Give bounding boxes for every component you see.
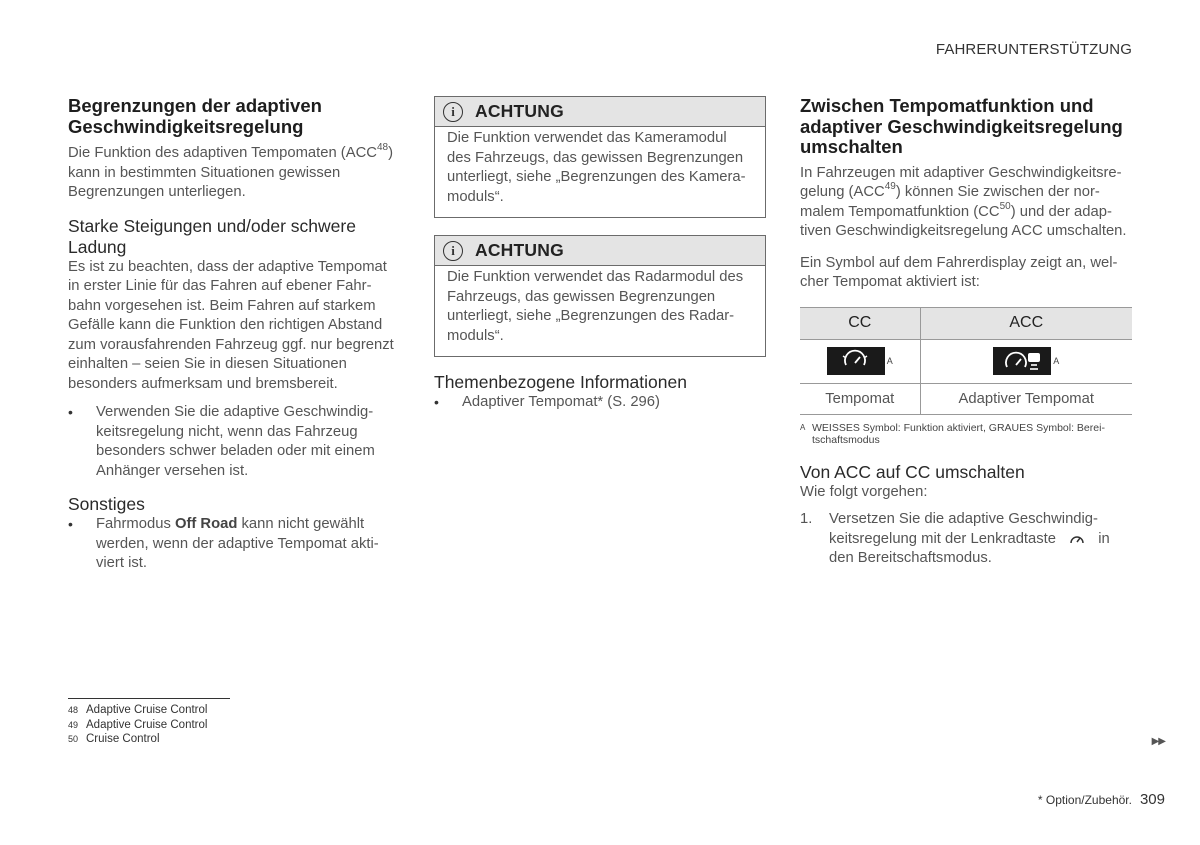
page-footer <box>1038 791 1165 808</box>
warning-header <box>435 97 765 127</box>
footnotes <box>68 703 207 747</box>
cc-symbol-cell <box>800 339 920 383</box>
intro-paragraph: Die Funktion des adaptiven Tempomaten (ACC$^{48}$) kann in bestimmten Situationen gewissen Begrenzungen unterliegen. <box>68 142 394 200</box>
table-header-cc: CC <box>800 307 920 339</box>
related-link[interactable]: • Adaptiver Tempomat* (S. 296) <box>434 393 766 413</box>
warning-title: ACHTUNG <box>475 101 564 121</box>
adaptive-cruise-control-icon <box>993 347 1051 375</box>
footnote-item: 48 Adaptive Cruise Control <box>68 704 208 716</box>
footnote-ref-48[interactable]: 48 <box>376 142 389 154</box>
column-right <box>800 96 1132 569</box>
subheading-related: Themenbezogene Informationen <box>434 372 687 392</box>
footnote-item: 50 Cruise Control <box>68 733 160 745</box>
column-left <box>68 96 398 574</box>
acc-symbol-cell <box>920 339 1132 383</box>
step-item: 1. Versetzen Sie die adaptive Geschwindigkeitsregelung mit der Lenkradtaste in den Bereitschaftsmodus. <box>800 511 1110 566</box>
section-title-switch: Zwischen Tempomatfunktion und adaptiver Geschwindigkeitsregelung umschalten <box>800 95 1123 157</box>
footnote-ref-50[interactable]: 50 <box>999 200 1011 212</box>
info-icon: i <box>443 102 463 122</box>
warning-text: Die Funktion verwendet das Radarmodul des Fahrzeugs, das gewissen Begrenzungen unterliegt, siehe „Begrenzungen des Radarmoduls“. <box>447 269 744 344</box>
steering-wheel-button-icon <box>1064 530 1090 548</box>
warning-text: Die Funktion verwendet das Kameramodul des Fahrzeugs, das gewissen Begrenzungen unterliegt, siehe „Begrenzungen des Kameramoduls“. <box>447 130 746 205</box>
column-middle <box>434 96 766 413</box>
warning-header <box>435 236 765 266</box>
symbol-table <box>800 307 1132 415</box>
subheading-acc-to-cc: Von ACC auf CC umschalten <box>800 461 1025 482</box>
table-footnote: A WEISSES Symbol: Funktion aktiviert, GRAUES Symbol: Bereitschaftsmodus <box>800 421 1105 446</box>
page-number: 309 <box>1139 791 1165 808</box>
subheading-misc: Sonstiges <box>68 494 145 514</box>
table-header-acc: ACC <box>920 307 1132 339</box>
switch-intro-paragraph: In Fahrzeugen mit adaptiver Geschwindigkeitsregelung (ACC$^{49}$) können Sie zwischen der normalem Tempomatfunktion (CC$^{50}$) und der adaptiven Geschwindigkeitsregelung ACC umschalten. <box>800 164 1127 239</box>
steps-list <box>800 510 1132 569</box>
cruise-control-icon <box>827 347 885 375</box>
cc-label: Tempomat <box>800 383 920 414</box>
procedure-intro: Wie folgt vorgehen: <box>800 483 928 500</box>
info-icon: i <box>443 241 463 261</box>
footnote-mark: A <box>886 356 893 366</box>
slopes-bullet-list <box>68 403 398 481</box>
footnote-mark: A <box>1053 356 1060 366</box>
warning-title: ACHTUNG <box>475 240 564 260</box>
warning-box-camera <box>434 96 766 218</box>
acc-label: Adaptiver Tempomat <box>920 383 1132 414</box>
symbol-paragraph: Ein Symbol auf dem Fahrerdisplay zeigt an, welcher Tempomat aktiviert ist: <box>800 254 1118 290</box>
slopes-paragraph: Es ist zu beachten, dass der adaptive Tempomat in erster Linie für das Fahren auf ebener Fahrbahn vorgesehen ist. Beim Fahren auf starkem Gefälle kann die Funktion den richtigen Abstand zum vorausfahrenden Fahrzeug ggf. nur begrenzt einhalten – seien Sie in diesen Situationen besonders aufmerksam und bremsbereit. <box>68 258 394 392</box>
footnote-ref-49[interactable]: 49 <box>884 181 896 193</box>
continue-arrow-icon[interactable]: ▶▶ <box>1151 736 1165 747</box>
drive-mode-name: Off Road <box>174 516 238 532</box>
related-list <box>434 393 766 413</box>
misc-bullet-list <box>68 515 398 574</box>
footnote-divider <box>68 698 230 699</box>
section-header: FAHRERUNTERSTÜTZUNG <box>935 41 1132 58</box>
footnote-item: 49 Adaptive Cruise Control <box>68 718 208 731</box>
option-note: * Option/Zubehör. <box>1037 793 1132 807</box>
section-title-limitations: Begrenzungen der adaptiven Geschwindigkeitsregelung <box>68 95 322 137</box>
list-item: • Verwenden Sie die adaptive Geschwindigkeitsregelung nicht, wenn das Fahrzeug besonders schwer beladen oder mit einem Anhänger versehen ist. <box>68 403 398 481</box>
subheading-slopes: Starke Steigungen und/oder schwere Ladung <box>68 215 356 257</box>
warning-box-radar <box>434 235 766 357</box>
list-item: • Fahrmodus Off Road kann nicht gewählt werden, wenn der adaptive Tempomat aktiviert ist. <box>68 515 398 574</box>
